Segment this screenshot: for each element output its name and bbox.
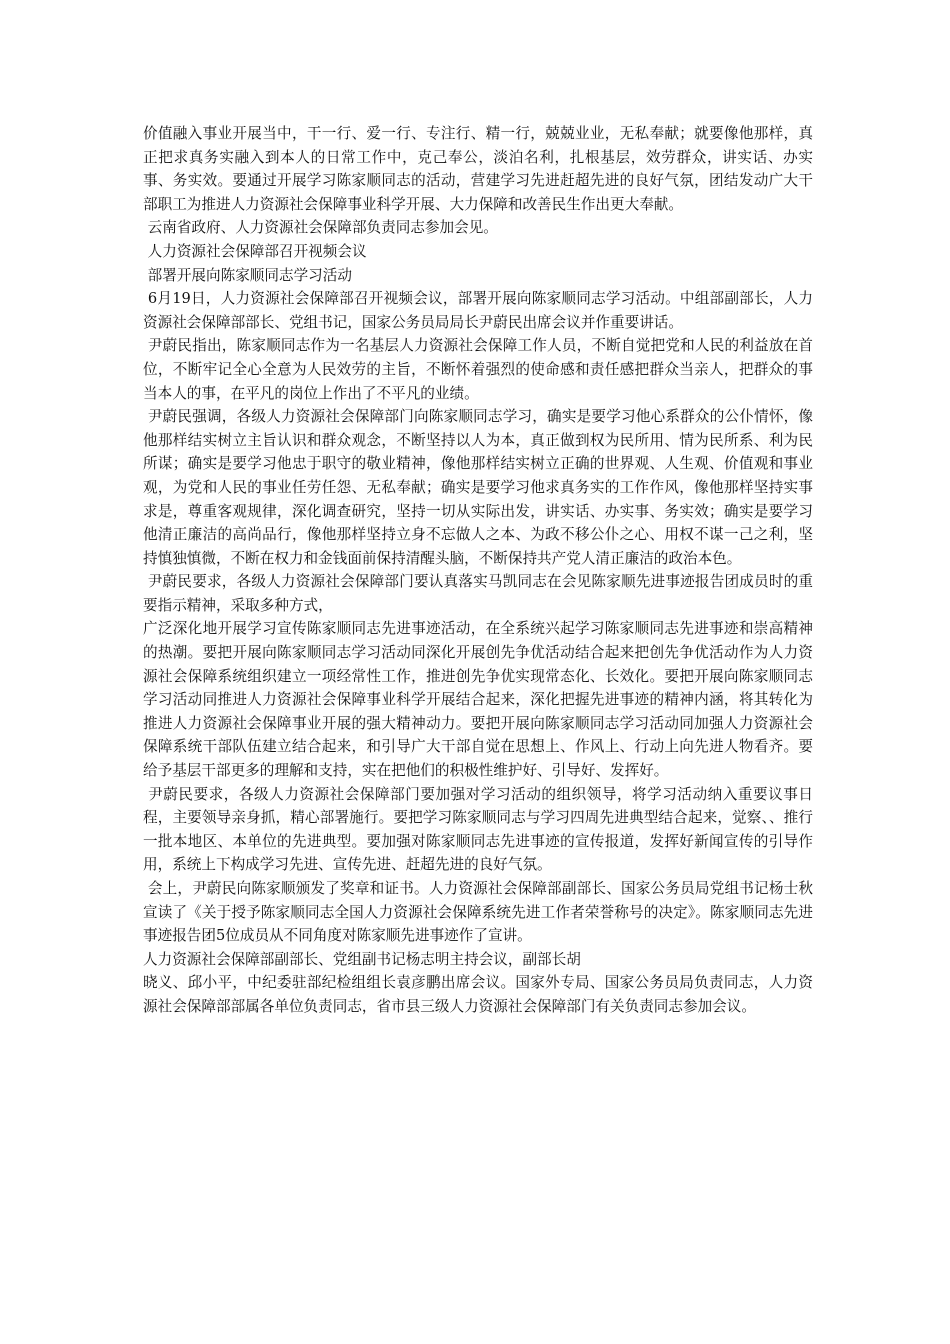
news-headline-line-2: 部署开展向陈家顺同志学习活动 [143, 266, 352, 284]
paragraph-attendees: 晓义、邱小平，中纪委驻部纪检组组长袁彦鹏出席会议。国家外专局、国家公务员局负责同志，人力资源社会保障部部属各单位负责同志，省市县三级人力资源社会保障部门有关负责同志参加会议。 [143, 974, 813, 1015]
paragraph-yin-requires-2: 尹蔚民要求，各级人力资源社会保障部门要加强对学习活动的组织领导，将学习活动纳入重要议事日程，主要领导亲身抓，精心部署施行。要把学习陈家顺同志与学习四周先进典型结合起来，觉察、、推行一批本地区、本单位的先进典型。要加强对陈家顺同志先进事迹的宣传报道，发挥好新闻宣传的引导作用，系统上下构成学习先进、宣传先进、赶超先进的良好气氛。 [143, 785, 813, 874]
news-headline-line-1: 人力资源社会保障部召开视频会议 [143, 242, 367, 260]
paragraph-yin-requires-1-continued: 广泛深化地开展学习宣传陈家顺同志先进事迹活动，在全系统兴起学习陈家顺同志先进事迹和崇高精神的热潮。要把开展向陈家顺同志学习活动同深化开展创先争优活动结合起来把创先争优活动作为人力资源社会保障系统组织建立一项经常性工作，推进创先争优实现常态化、长效化。要把开展向陈家顺同志学习活动同推进人力资源社会保障事业科学开展结合起来，深化把握先进事迹的精神内涵，将其转化为推进人力资源社会保障事业开展的强大精神动力。要把开展向陈家顺同志学习活动同加强人力资源社会保障系统干部队伍建立结合起来，和引导广大干部自觉在思想上、作风上、行动上向先进人物看齐。要给予基层干部更多的理解和支持，实在把他们的积极性维护好、引导好、发挥好。 [143, 620, 813, 780]
paragraph-meeting-summary: 6月19日，人力资源社会保障部召开视频会议，部署开展向陈家顺同志学习活动。中组部副部长，人力资源社会保障部部长、党组书记，国家公务员局局长尹蔚民出席会议并作重要讲话。 [143, 290, 814, 331]
paragraph-yin-emphasized: 尹蔚民强调，各级人力资源社会保障部门向陈家顺同志学习，确实是要学习他心系群众的公仆情怀，像他那样结实树立主旨认识和群众观念，不断坚持以人为本，真正做到权为民所用、情为民所系、利为民所谋；确实是要学习他忠于职守的敬业精神，像他那样结实树立正确的世界观、人生观、价值观和事业观，为党和人民的事业任劳任怨、无私奉献；确实是要学习他求真务实的工作作风，像他那样坚持实事求是，尊重客观规律，深化调查研究，坚持一切从实际出发，讲实话、办实事、务实效；确实是要学习他清正廉洁的高尚品行，像他那样坚持立身不忘做人之本、为政不移公仆之心、用权不谋一己之利，坚持慎独慎微，不断在权力和金钱面前保持清醒头脑，不断保持共产党人清正廉洁的政治本色。 [143, 408, 813, 567]
paragraph-host: 人力资源社会保障部副部长、党组副书记杨志明主持会议，副部长胡 [143, 950, 581, 968]
paragraph-yin-requires-1: 尹蔚民要求，各级人力资源社会保障部门要认真落实马凯同志在会见陈家顺先进事迹报告团成员时的重要指示精神，采取多种方式， [143, 573, 813, 614]
paragraph-award-ceremony: 会上，尹蔚民向陈家顺颁发了奖章和证书。人力资源社会保障部副部长、国家公务员局党组书记杨士秋宣读了《关于授予陈家顺同志全国人力资源社会保障系统先进工作者荣誉称号的决定》。陈家顺同志先进事迹报告团5位成员从不同角度对陈家顺先进事迹作了宣讲。 [143, 880, 813, 945]
paragraph-intro-continuation: 价值融入事业开展当中，干一行、爱一行、专注行、精一行，兢兢业业，无私奉献；就要像他那样，真正把求真务实融入到本人的日常工作中，克己奉公，淡泊名利，扎根基层，效劳群众，讲实话、办实事、务实效。要通过开展学习陈家顺同志的活动，营建学习先进赶超先进的良好气氛，团结发动广大干部职工为推进人力资源社会保障事业科学开展、大力保障和改善民生作出更大奉献。 [143, 125, 813, 213]
paragraph-yin-pointed-out: 尹蔚民指出，陈家顺同志作为一名基层人力资源社会保障工作人员，不断自觉把党和人民的利益放在首位，不断牢记全心全意为人民效劳的主旨，不断怀着强烈的使命感和责任感把群众当亲人，把群众的事当本人的事，在平凡的岗位上作出了不平凡的业绩。 [143, 337, 813, 402]
document-page [143, 122, 813, 1019]
paragraph-attendance: 云南省政府、人力资源社会保障部负责同志参加会见。 [143, 219, 498, 237]
